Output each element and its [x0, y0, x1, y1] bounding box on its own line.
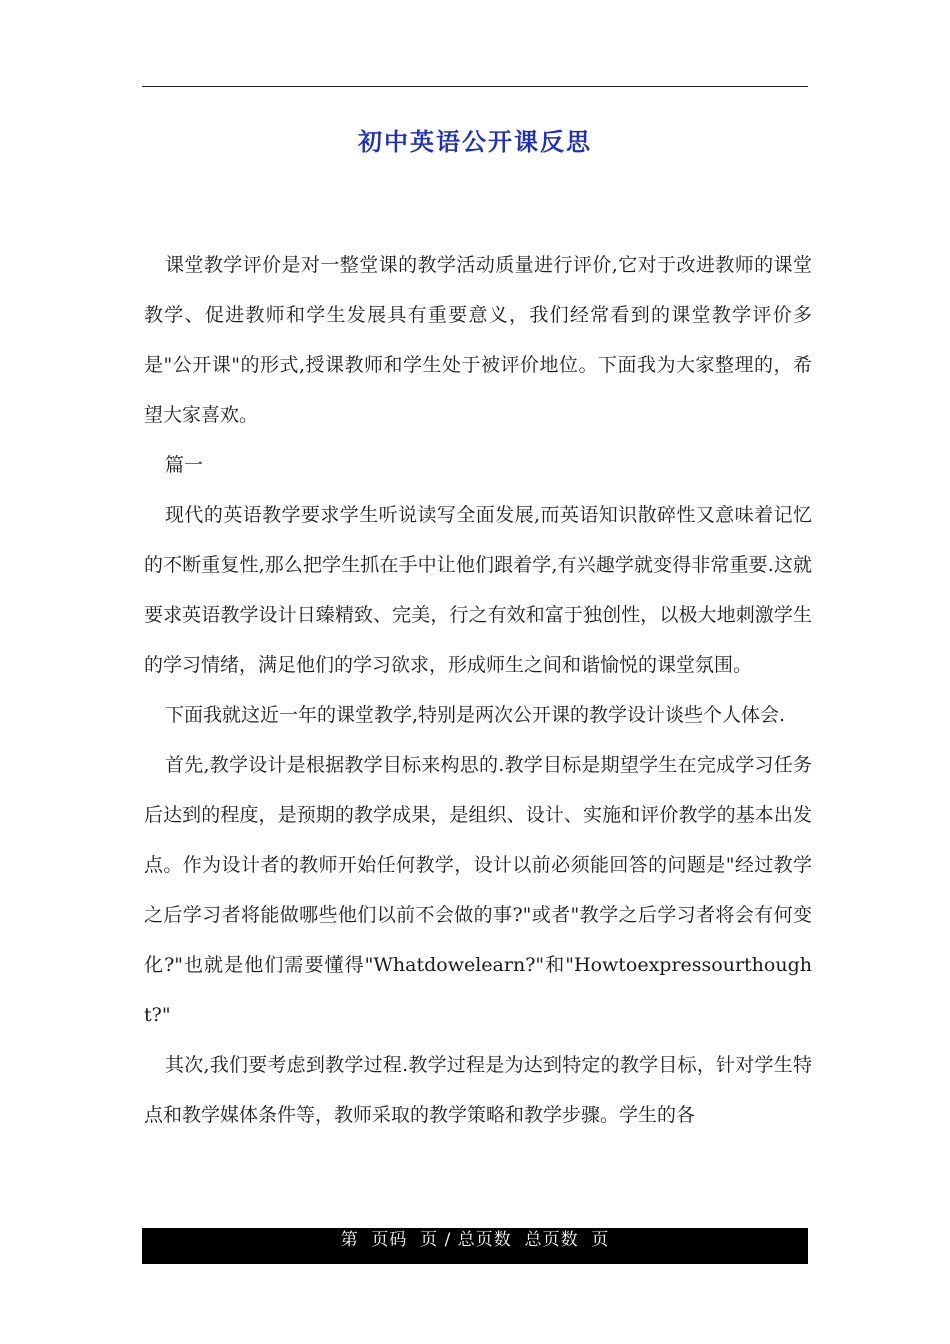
page-footer: 第 页码 页 / 总页数 总页数 页 — [142, 1228, 808, 1264]
paragraph-1: 现代的英语教学要求学生听说读写全面发展,而英语知识散碎性又意味着记忆的不断重复性,那么把学生抓在手中让他们跟着学,有兴趣学就变得非常重要.这就要求英语教学设计日臻精致、完美，行之有效和富于独创性，以极大地刺激学生的学习情绪，满足他们的学习欲求，形成师生之间和谐愉悦的课堂氛围。 — [144, 504, 812, 676]
paragraph-2: 下面我就这近一年的课堂教学,特别是两次公开课的教学设计谈些个人体会. — [165, 704, 786, 726]
header-rule — [142, 86, 808, 87]
paragraph-intro: 课堂教学评价是对一整堂课的教学活动质量进行评价,它对于改进教师的课堂教学、促进教师和学生发展具有重要意义，我们经常看到的课堂教学评价多是"公开课"的形式,授课教师和学生处于被评价地位。下面我为大家整理的，希望大家喜欢。 — [144, 254, 812, 426]
document-title: 初中英语公开课反思 — [358, 128, 592, 156]
document-body — [144, 240, 812, 1140]
paragraph-3: 首先,教学设计是根据教学目标来构思的.教学目标是期望学生在完成学习任务后达到的程度，是预期的教学成果，是组织、设计、实施和评价教学的基本出发点。作为设计者的教师开始任何教学，设计以前必须能回答的问题是"经过教学之后学习者将能做哪些他们以前不会做的事?"或者"教学之后学习者将会有何变化?"也就是他们需要懂得"Whatdowelearn?"和"Howtoexpressourthought?" — [144, 754, 812, 1026]
section-heading: 篇一 — [165, 454, 204, 476]
paragraph-4: 其次,我们要考虑到教学过程.教学过程是为达到特定的教学目标，针对学生特点和教学媒体条件等，教师采取的教学策略和教学步骤。学生的各 — [144, 1054, 812, 1126]
